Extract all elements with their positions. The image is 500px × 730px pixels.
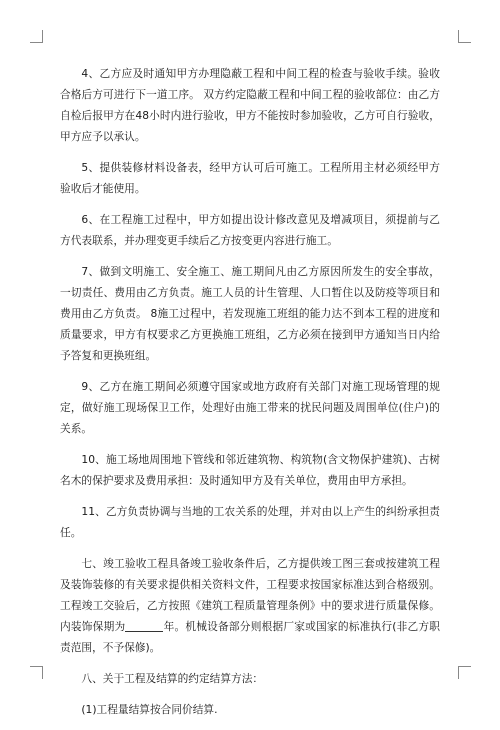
paragraph-10: 10、施工场地周围地下管线和邻近建筑物、构筑物(含文物保护建筑)、古树名木的保护要求及费用承担：及时通知甲方及有关单位，费用由甲方承担。 — [60, 453, 440, 487]
paragraph-9: 9、乙方在施工期间必须遵守国家或地方政府有关部门对施工现场管理的规定，做好施工现场保卫工作，处理好由施工带来的扰民问题及周围单位(住户)的关系。 — [60, 380, 440, 435]
crop-mark-top-left — [30, 30, 43, 43]
settlement-item-1: (1)工程量结算按合同价结算. — [81, 703, 218, 716]
completion-text-b: 年。机械设备部分则根据厂家或国家的标准执行(非乙方职责范围，不予保修)。 — [60, 620, 440, 654]
completion-text-a: 七、竣工验收工程具备竣工验收条件后，乙方提供竣工图三套或按建筑工程及装饰装修的有关要求提供相关资料文件，工程要求按国家标准达到合格级别。工程竣工交验后，乙方按照《建筑工程质量管理条例》中的要求进行质量保修。内装饰保期为 — [60, 557, 440, 633]
paragraph-7: 7、做到文明施工、安全施工、施工期间凡由乙方原因所发生的安全事故，一切责任、费用由乙方负责。施工人员的计生管理、人口暂住以及防疫等项目和费用由乙方负责。 8施工过程中，若发现施工班组的能力达不到本工程的进度和质量要求，甲方有权要求乙方更换施工班组，乙方必须在接到甲方通知当日内给予答复和更换班组。 — [60, 265, 440, 362]
paragraph-6: 6、在工程施工过程中，甲方如提出设计修改意见及增减项目，须提前与乙方代表联系，并办理变更手续后乙方按变更内容进行施工。 — [60, 213, 440, 247]
warranty-blank-b — [131, 619, 163, 632]
paragraph-11: 11、乙方负责协调与当地的工农关系的处理，并对由以上产生的纠纷承担责任。 — [60, 505, 440, 539]
paragraph-completion-acceptance — [60, 553, 440, 658]
paragraph-4: 4、乙方应及时通知甲方办理隐蔽工程和中间工程的检查与验收手续。验收合格后方可进行下一道工序。 双方约定隐蔽工程和中间工程的验收部位：由乙方自检后报甲方在48小时内进行验收，甲方不能按时参加验收，乙方可自行验收，甲方应予以承认。 — [60, 67, 440, 143]
section-8-heading: 八、关于工程及结算的约定结算方法： — [81, 672, 264, 685]
crop-mark-top-right — [458, 30, 471, 43]
document-body — [60, 63, 440, 730]
crop-mark-bottom-left — [30, 666, 43, 679]
crop-mark-bottom-right — [458, 666, 471, 679]
paragraph-5: 5、提供装修材料设备表，经甲方认可后可施工。工程所用主材必须经甲方验收后才能使用。 — [60, 161, 440, 195]
